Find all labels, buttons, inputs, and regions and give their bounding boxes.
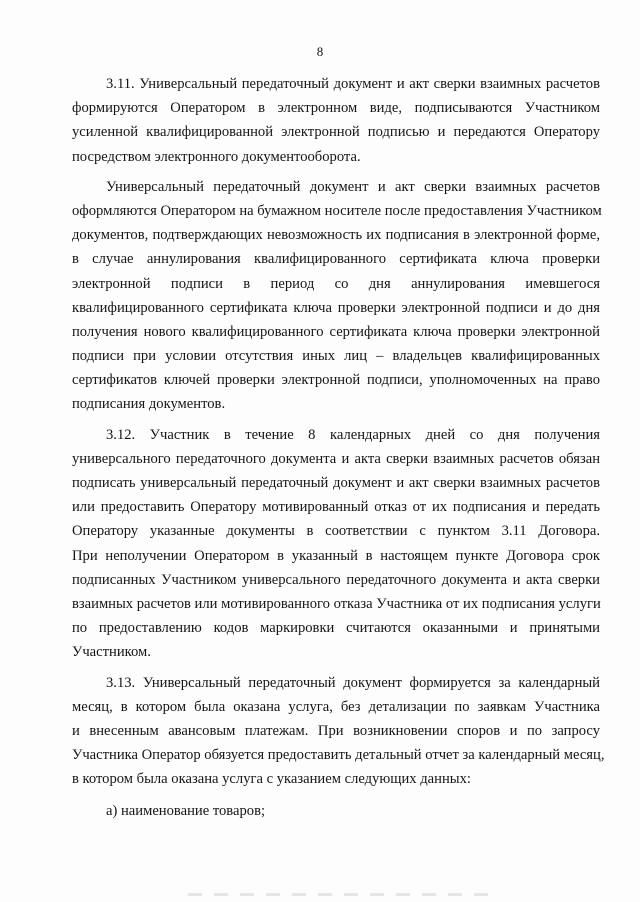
text-line: 3.12. Участник в течение 8 календарных дней со дня получения bbox=[106, 426, 600, 443]
text-line: При неполучении Оператором в указанный в настоящем пункте Договора срок bbox=[72, 547, 600, 564]
text-line: взаимных расчетов или мотивированного отказа Участника от их подписания услуги bbox=[72, 595, 601, 612]
text-line: оформляются Оператором на бумажном носителе после предоставления Участником bbox=[72, 202, 602, 219]
text-line: месяц, в котором была оказана услуга, без детализации по заявкам Участника bbox=[72, 698, 600, 715]
text-line: в котором была оказана услуга с указанием следующих данных: bbox=[72, 771, 471, 788]
text-line: подписать универсальный передаточный документ и акт сверки взаимных расчетов bbox=[72, 475, 600, 491]
text-line: подписи при условии отсутствия иных лиц – владельцев квалифицированных bbox=[72, 348, 600, 365]
text-line: по предоставлению кодов маркировки считаются оказанными и принятыми bbox=[72, 620, 600, 637]
text-line: универсального передаточного документа и акта сверки взаимных расчетов обязан bbox=[72, 450, 600, 467]
text-line: квалифицированного сертификата ключа проверки электронной подписи и до дня bbox=[72, 299, 600, 316]
text-line: электронной подписи в период со дня аннулирования имевшегося bbox=[72, 275, 600, 292]
text-line: формируются Оператором в электронном виде, подписываются Участником bbox=[72, 100, 600, 117]
text-line: и внесенным авансовым платежам. При возникновении споров и по запросу bbox=[72, 722, 600, 739]
text-line: подписанных Участником универсального передаточного документа и акта сверки bbox=[72, 571, 600, 588]
page-number: 8 bbox=[316, 44, 324, 59]
text-line: в случае аннулирования квалифицированного сертификата ключа проверки bbox=[72, 251, 600, 268]
text-line: или предоставить Оператору мотивированный отказ от их подписания и передать bbox=[72, 499, 600, 516]
list-item: а) наименование товаров; bbox=[106, 803, 266, 820]
text-line: посредством электронного документооборота. bbox=[72, 148, 361, 165]
text-line: Универсальный передаточный документ и акт сверки взаимных расчетов bbox=[106, 178, 600, 195]
text-line: 3.13. Универсальный передаточный документ формируется за календарный bbox=[106, 674, 600, 691]
text-line: Участником. bbox=[72, 644, 151, 661]
text-line: сертификатов ключей проверки электронной подписи, уполномоченных на право bbox=[72, 372, 600, 389]
text-line: Оператору указанные документы в соответствии с пунктом 3.11 Договора. bbox=[72, 523, 600, 540]
text-line: Участника Оператор обязуется предоставить детальный отчет за календарный месяц, bbox=[72, 747, 605, 764]
text-line: документов, подтверждающих невозможность их подписания в электронной форме, bbox=[72, 227, 600, 244]
text-line: усиленной квалифицированной электронной подписью и передаются Оператору bbox=[72, 124, 600, 141]
text-line: подписания документов. bbox=[72, 396, 226, 413]
text-line: 3.11. Универсальный передаточный документ и акт сверки взаимных расчетов bbox=[106, 76, 600, 92]
document-body bbox=[72, 72, 605, 824]
scan-artifact bbox=[188, 893, 488, 896]
text-line: получения нового квалифицированного сертификата ключа проверки электронной bbox=[72, 323, 600, 340]
